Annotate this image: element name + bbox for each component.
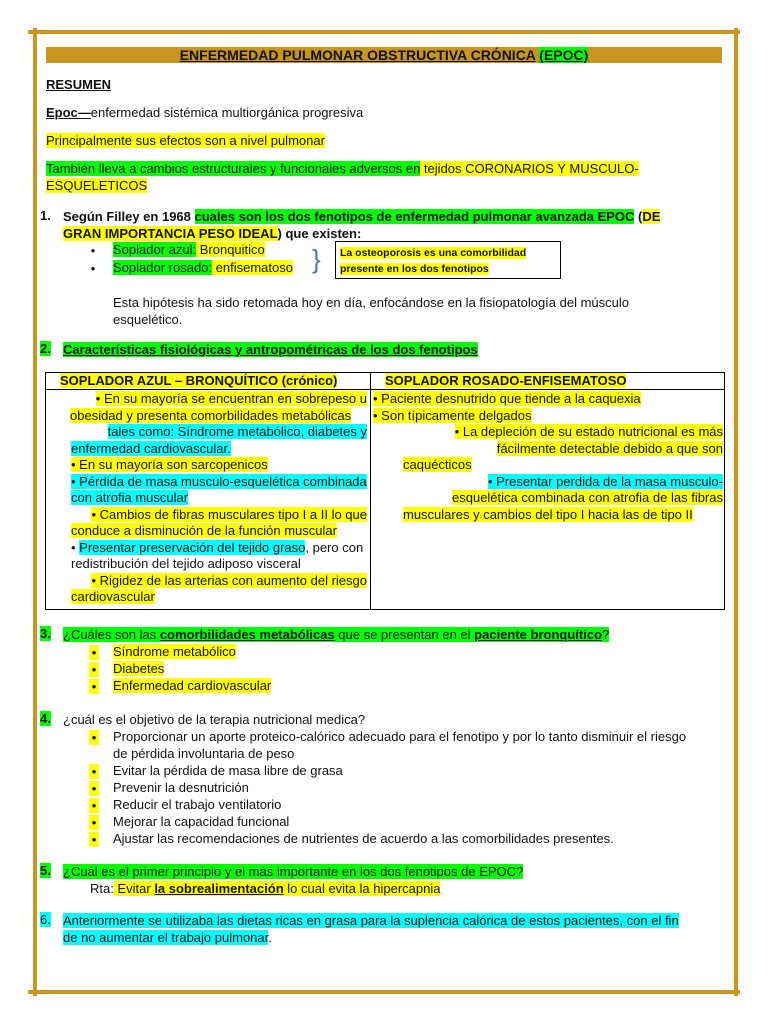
col1-p1c: tales como: Síndrome metabólico, diabetes y — [107, 424, 367, 439]
col2-p1: • Paciente desnutrido que tiende a la caquexia — [373, 391, 641, 406]
title-abbr: (EPOC) — [539, 47, 589, 63]
page-border-right — [734, 28, 738, 996]
q4-bullet: • — [89, 815, 99, 830]
q4-question: ¿cuál es el objetivo de la terapia nutricional medica? — [63, 712, 366, 727]
list-item: Mejorar la capacidad funcional — [113, 814, 290, 829]
q6-line2: de no aumentar el trabajo pulmonar — [63, 930, 269, 945]
page-border-top — [28, 30, 740, 34]
intro-line2 — [46, 132, 325, 149]
q3-item-2: Diabetes — [113, 661, 165, 676]
q4-bullet: • — [89, 781, 99, 796]
q1-number: 1. — [40, 208, 51, 223]
list-item: Reducir el trabajo ventilatorio — [113, 797, 282, 812]
q3-b2: paciente bronquítico — [474, 627, 603, 642]
list-item: Ajustar las recomendaciones de nutrientes de acuerdo a las comorbilidades presentes. — [113, 831, 614, 846]
q4-bullet: • — [89, 730, 99, 745]
q1-emph: DE — [642, 209, 661, 224]
q5-number — [40, 863, 51, 878]
col1-p1a: • En su mayoría se encuentran en sobrepeso u — [95, 391, 367, 406]
list-item — [113, 728, 725, 762]
q6-text — [63, 912, 725, 946]
col2-p4c: musculares y cambios del tipo I hacia las de tipo II — [403, 506, 693, 522]
q3-num-text: 3. — [40, 626, 51, 641]
q4-bullet: • — [89, 798, 99, 813]
q1-item1-b: Bronquitico — [196, 242, 265, 257]
list-item — [113, 677, 271, 694]
box-line1: La osteoporosis es una comorbilidad — [340, 247, 527, 259]
q1-note1: Esta hipótesis ha sido retomada hoy en día, enfocándose en la fisiopatología del músculo — [113, 295, 630, 310]
col2-content — [371, 390, 724, 525]
osteoporosis-note-box — [335, 241, 561, 279]
q5-text: ¿Cuál es el primer principio y el más importante en los dos fenotipos de EPOC? — [63, 864, 524, 879]
q6-line1: Anteriormente se utilizaba las dietas ricas en grasa para la suplencia calórica de estos pacientes, con el fin — [63, 913, 679, 928]
intro-def: enfermedad sistémica multiorgánica progresiva — [90, 105, 364, 120]
q4-number — [40, 711, 51, 726]
q1-item2-b: enfisematoso — [212, 260, 293, 275]
q3-number — [40, 626, 51, 641]
q4-item-1-cont: de pérdida involuntaria de peso — [113, 746, 295, 761]
phenotype-table — [45, 372, 725, 610]
q2-num-text: 2. — [40, 341, 51, 356]
col2-p4b: esquelética combinada con atrofia de las fibras — [452, 490, 723, 505]
q3-bullet: • — [89, 662, 99, 677]
box-line2: presente en los dos fenotipos — [340, 263, 489, 275]
intro-definition — [46, 104, 363, 121]
q1-item-1 — [113, 241, 265, 258]
q3-bullet: • — [89, 679, 99, 694]
q4-bullet: • — [89, 764, 99, 779]
col1-p6a: • Rigidez de las arterias con aumento del riesgo — [91, 572, 367, 588]
q5-a1: Evitar — [113, 881, 155, 896]
q3-post: ? — [602, 627, 610, 642]
intro-line2-text: Principalmente sus efectos son a nivel pulmonar — [46, 133, 325, 148]
q3-pre: ¿Cuáles son las — [63, 627, 160, 642]
col2-header: SOPLADOR ROSADO-ENFISEMATOSO — [385, 373, 627, 388]
q3-b1: comorbilidades metabólicas — [159, 627, 335, 642]
intro-term: Epoc— — [46, 105, 91, 120]
list-item — [113, 643, 236, 660]
q4-num-text: 4. — [40, 711, 51, 726]
q5-rta: Rta: — [90, 881, 114, 896]
q3-bullet: • — [89, 645, 99, 660]
table-header-col2 — [371, 373, 725, 390]
q1-item-2 — [113, 259, 293, 276]
q1-bullet: • — [90, 261, 96, 276]
q1-item1-a: Soplador azul: — [113, 242, 197, 257]
col1-p2: • En su mayoría son sarcopenicos — [71, 457, 268, 472]
col1-p5c: , pero con — [305, 539, 364, 555]
q5-question — [63, 863, 523, 880]
table-cell-col1 — [46, 390, 371, 610]
q6-number — [40, 912, 51, 927]
q1-item2-a: Soplador rosado: — [113, 260, 213, 275]
col1-p5b: Presentar preservación del tejido graso — [79, 539, 306, 555]
col1-p5a: • — [71, 539, 80, 555]
q1-mid: ( — [634, 209, 643, 224]
col2-p3b: fácilmente detectable debido a que son — [496, 440, 723, 456]
col2-p3a: • La depleción de su estado nutricional es más — [454, 424, 723, 439]
col2-p2: • Son típicamente delgados — [373, 407, 532, 423]
q1-highlight: cuales son los dos fenotipos de enfermedad pulmonar avanzada EPOC — [194, 209, 635, 224]
col1-p1b: obesidad y presenta comorbilidades metabólicas — [70, 407, 352, 423]
col1-p3b: con atrofia muscular — [71, 490, 189, 505]
q3-item-1: Síndrome metabólico — [113, 644, 236, 659]
list-item — [113, 660, 164, 677]
q5-a2: la sobrealimentación — [154, 881, 284, 896]
col1-p1d: enfermedad cardiovascular. — [71, 440, 231, 456]
document-title — [46, 47, 722, 63]
q5-a3: lo cual evita la hipercapnia — [283, 881, 441, 896]
q3-question — [63, 626, 609, 643]
q6-end: . — [268, 930, 272, 945]
col1-content — [46, 390, 370, 608]
page-border-left — [33, 28, 37, 996]
title-main: ENFERMEDAD PULMONAR OBSTRUCTIVA CRÓNICA — [179, 47, 536, 63]
col1-header: SOPLADOR AZUL – BRONQUÍTICO (crónico) — [60, 373, 338, 388]
col1-p4a: • Cambios de fibras musculares tipo I a II lo que — [91, 506, 367, 522]
page-border-bottom — [28, 990, 740, 994]
q2-question — [63, 341, 478, 358]
q4-item-1: Proporcionar un aporte proteico-calórico adecuado para el fenotipo y por lo tanto disminuir el riesgo — [113, 729, 687, 744]
col2-p4a: • Presentar perdida de la masa musculo- — [487, 473, 723, 489]
q5-answer — [90, 880, 440, 897]
col1-p6b: cardiovascular — [71, 589, 155, 604]
col1-p3a: • Pérdida de masa musculo-esquelética combinada — [71, 473, 367, 489]
section-resumen: RESUMEN — [46, 77, 112, 92]
list-item: Evitar la pérdida de masa libre de grasa — [113, 763, 343, 778]
q1-question — [63, 208, 723, 242]
q5-num-text: 5. — [40, 863, 51, 878]
q1-pre: Según Filley en 1968 — [63, 209, 195, 224]
intro-line3b: tejidos CORONARIOS Y MUSCULO- — [420, 161, 639, 176]
table-header-row — [46, 373, 725, 390]
intro-line3c: ESQUELETICOS — [46, 178, 148, 193]
q2-number — [40, 341, 51, 356]
col1-p5d: redistribución del tejido adiposo visceral — [71, 556, 301, 571]
table-header-col1 — [46, 373, 371, 390]
q1-bullet: • — [90, 243, 96, 258]
col1-p4b: conduce a disminución de la función muscular — [71, 523, 337, 538]
table-row — [46, 390, 725, 610]
q1-note2: esquelético. — [113, 312, 183, 327]
brace-icon: } — [312, 244, 321, 274]
col2-p3c: caquécticos — [403, 457, 472, 472]
q1-line2b: ) que existen: — [277, 226, 362, 241]
q2-text: Características fisiológicas y antropométricas de los dos fenotipos — [63, 342, 478, 357]
q3-mid: que se presentan en el — [334, 627, 475, 642]
intro-line3 — [46, 160, 639, 194]
list-item: Prevenir la desnutrición — [113, 780, 249, 795]
q1-line2a: GRAN IMPORTANCIA PESO IDEAL — [63, 226, 278, 241]
q4-bullet: • — [89, 832, 99, 847]
q3-item-3: Enfermedad cardiovascular — [113, 678, 272, 693]
intro-line3a: También lleva a cambios estructurales y funcionales adversos en — [46, 161, 421, 176]
q6-num-text: 6. — [40, 912, 51, 927]
table-cell-col2 — [371, 390, 725, 610]
q1-note — [113, 294, 629, 328]
